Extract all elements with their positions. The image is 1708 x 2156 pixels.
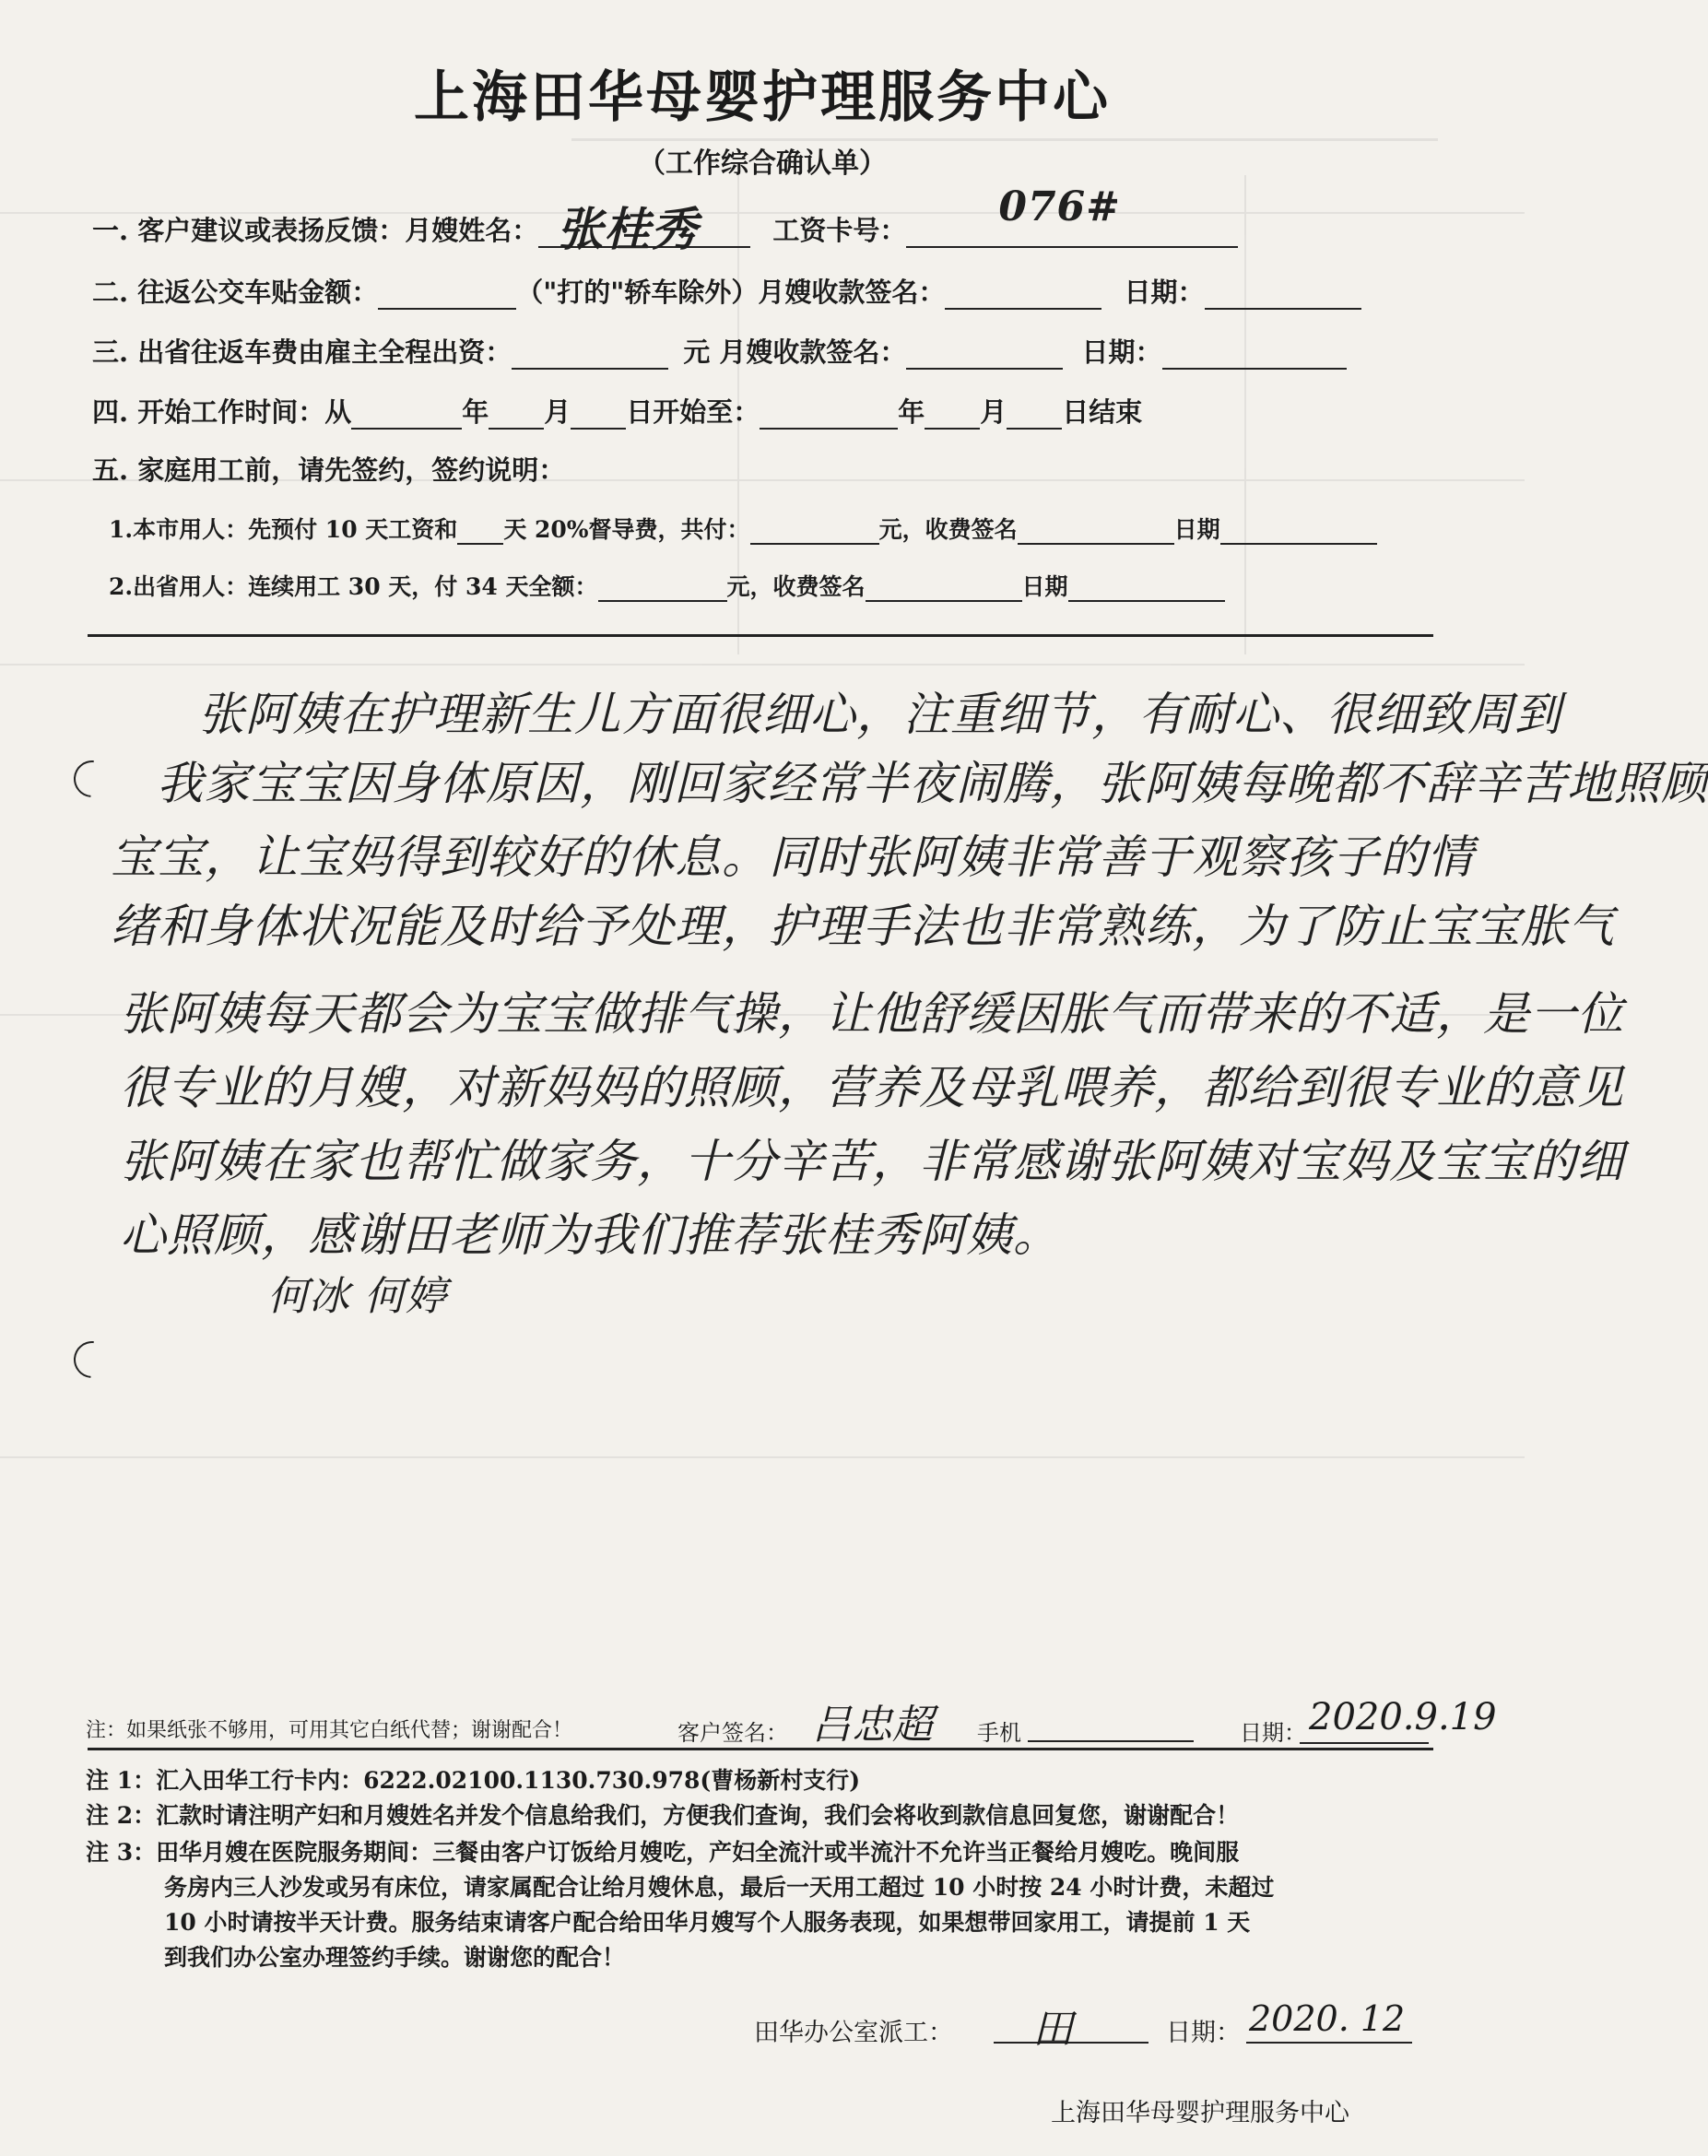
start-day-field [571, 402, 626, 430]
paper-note: 注：如果纸张不够用，可用其它白纸代替；谢谢配合！ [86, 1719, 573, 1742]
handwritten-signature: 何冰 何婷 [267, 1273, 447, 1320]
bus-subsidy-date-label: 日期： [1124, 277, 1205, 308]
handwritten-line: 绪和身体状况能及时给予处理，护理手法也非常熟练，为了防止宝宝胀气 [111, 900, 1615, 953]
travel-fare-row [92, 332, 1347, 370]
start-year-field [351, 402, 462, 430]
outprovince-sign-field [866, 574, 1022, 602]
end-day-field [1007, 402, 1062, 430]
handwritten-line: 张阿姨在家也帮忙做家务，十分辛苦，非常感谢张阿姨对宝妈及宝宝的细 [120, 1135, 1624, 1188]
phone-field [1028, 1740, 1194, 1742]
feedback-label: 一. 客户建议或表扬反馈：月嫂姓名： [92, 215, 539, 246]
end-year-field [760, 402, 898, 430]
client-date-field [1300, 1742, 1429, 1744]
local-hire-row [109, 512, 1377, 545]
wage-card-label: 工资卡号： [772, 215, 907, 246]
local-hire-date-field [1220, 517, 1377, 545]
work-period-row [92, 392, 1142, 430]
dispatch-signature: 田 [1032, 2006, 1073, 2053]
local-hire-text-a: 1.本市用人：先预付 10 天工资和 [109, 516, 458, 543]
travel-fare-date-label: 日期： [1081, 336, 1162, 368]
note-1: 注 1：汇入田华工行卡内：6222.02100.1130.730.978(曹杨新村支行) [86, 1767, 861, 1794]
notes-divider [88, 1748, 1433, 1750]
organization-name: 上海田华母婴护理服务中心 [1051, 2099, 1349, 2127]
handwritten-line: 心照顾，感谢田老师为我们推荐张桂秀阿姨。 [120, 1208, 1060, 1262]
wage-card-field [906, 183, 1238, 248]
dispatch-date-label: 日期： [1166, 2019, 1241, 2047]
end-month-field [925, 402, 980, 430]
feedback-row [92, 183, 1238, 256]
travel-fare-sign-field [906, 342, 1063, 370]
client-date-label: 日期： [1240, 1720, 1306, 1746]
local-hire-sign-field [1018, 517, 1174, 545]
bus-subsidy-sign-field [945, 282, 1101, 310]
end-month-label: 月 [980, 396, 1007, 428]
local-hire-text-b: 天 20%督导费，共付： [503, 516, 750, 543]
bus-subsidy-label: 二. 往返公交车贴金额： [92, 277, 379, 308]
end-day-label: 日结束 [1062, 396, 1143, 428]
bus-subsidy-field [378, 282, 516, 310]
travel-fare-date-field [1162, 342, 1347, 370]
nanny-name-field [538, 202, 750, 256]
handwritten-line: 宝宝，让宝妈得到较好的休息。同时张阿姨非常善于观察孩子的情 [111, 831, 1474, 884]
note-3-line1: 注 3：田华月嫂在医院服务期间：三餐由客户订饭给月嫂吃，产妇全流汁或半流汁不允许当正餐给月嫂吃。晚间服 [86, 1839, 1240, 1866]
travel-fare-label: 三. 出省往返车费由雇主全程出资： [92, 336, 512, 368]
travel-fare-sign-label: 元 月嫂收款签名： [683, 336, 907, 368]
note-3-line2: 务房内三人沙发或另有床位，请家属配合让给月嫂休息，最后一天用工超过 10 小时按 24 小时计费，未超过 [164, 1874, 1275, 1901]
start-day-label: 日开始至： [626, 396, 760, 428]
outprovince-date-label: 日期 [1021, 573, 1068, 600]
travel-fare-field [512, 342, 668, 370]
handwritten-line: 我家宝宝因身体原因，刚回家经常半夜闹腾，张阿姨每晚都不辞辛苦地照顾 [157, 757, 1708, 810]
outprovince-date-field [1068, 574, 1225, 602]
dispatch-label: 田华办公室派工： [754, 2019, 953, 2047]
section-divider [88, 634, 1433, 637]
outprovince-text-a: 2.出省用人：连续用工 30 天，付 34 天全额： [109, 573, 598, 600]
client-signature: 吕忠超 [811, 1702, 933, 1749]
outprovince-text-b: 元，收费签名 [726, 573, 866, 600]
local-hire-text-c: 元，收费签名 [878, 516, 1018, 543]
note-2: 注 2：汇款时请注明产妇和月嫂姓名并发个信息给我们，方便我们查询，我们会将收到款信息回复您，谢谢配合！ [86, 1802, 1240, 1829]
local-hire-days-field [457, 517, 503, 545]
client-signature-label: 客户签名： [677, 1720, 788, 1746]
wage-card-handwritten: 076# [998, 183, 1122, 230]
contract-section-heading: 五. 家庭用工前，请先签约，签约说明： [92, 454, 566, 486]
outprovince-hire-row [109, 569, 1225, 602]
bus-subsidy-sign-label: （"打的"轿车除外）月嫂收款签名： [516, 277, 946, 308]
outprovince-amount-field [598, 574, 727, 602]
nanny-name-handwritten: 张桂秀 [557, 202, 699, 256]
bus-subsidy-row [92, 272, 1361, 310]
local-hire-amount-field [750, 517, 879, 545]
handwritten-line: 张阿姨每天都会为宝宝做排气操，让他舒缓因胀气而带来的不适，是一位 [120, 987, 1624, 1041]
note-3-line3: 10 小时请按半天计费。服务结束请客户配合给田华月嫂写个人服务表现，如果想带回家用工，请提前 1 天 [164, 1909, 1251, 1936]
note-3-line4: 到我们办公室办理签约手续。谢谢您的配合！ [164, 1944, 626, 1971]
client-date: 2020.9.19 [1309, 1696, 1497, 1738]
phone-label: 手机 [977, 1720, 1021, 1746]
local-hire-date-label: 日期 [1173, 516, 1220, 543]
handwritten-line: 张阿姨在护理新生儿方面很细心，注重细节，有耐心、很细致周到 [198, 688, 1561, 741]
dispatch-date-field [1246, 2042, 1412, 2044]
document-subtitle: （工作综合确认单） [638, 147, 887, 180]
start-year-label: 年 [462, 396, 489, 428]
dispatch-date: 2020. 12 [1249, 1998, 1406, 2039]
start-month-field [489, 402, 544, 430]
document-title: 上海田华母婴护理服务中心 [414, 65, 1111, 130]
bus-subsidy-date-field [1205, 282, 1361, 310]
handwritten-line: 很专业的月嫂，对新妈妈的照顾，营养及母乳喂养，都给到很专业的意见 [120, 1061, 1624, 1114]
start-month-label: 月 [544, 396, 571, 428]
end-year-label: 年 [898, 396, 925, 428]
work-period-label: 四. 开始工作时间：从 [92, 396, 352, 428]
